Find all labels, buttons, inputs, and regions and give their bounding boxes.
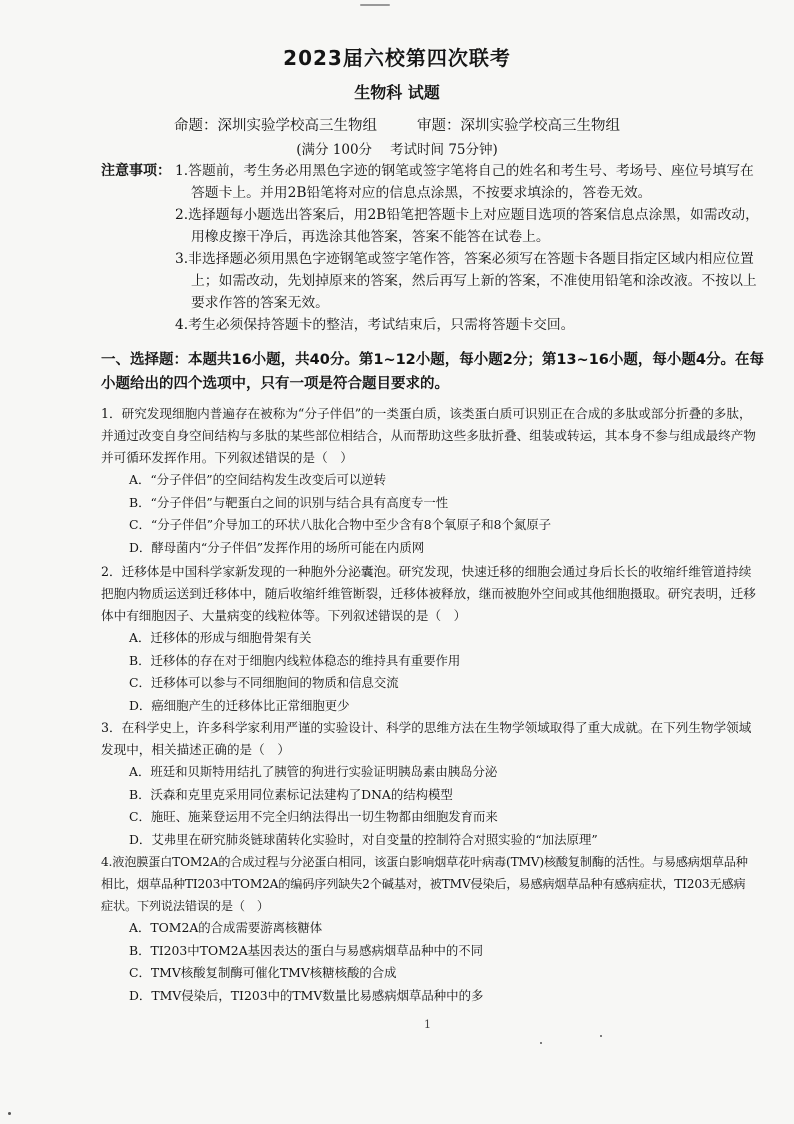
option-a: A．班廷和贝斯特用结扎了胰管的狗进行实验证明胰岛素由胰岛分泌 (129, 764, 498, 779)
option-a: A．TOM2A的合成需要游离核糖体 (129, 920, 323, 935)
author-line (0, 114, 794, 135)
question-stem: 1．研究发现细胞内普遍存在被称为“分子伴侣”的一类蛋白质，该类蛋白质可识别正在合成的多肽或部分折叠的多肽，并通过改变自身空间结构与多肽的某些部位相结合，从而帮助这些多肽折叠、组装或转运，其本身不参与组成最终产物并可循环发挥作用。下列叙述错误的是（ ） (101, 406, 756, 465)
option-a: A．“分子伴侣”的空间结构发生改变后可以逆转 (129, 472, 387, 487)
option-d: D．癌细胞产生的迁移体比正常细胞更少 (129, 697, 350, 713)
question-1 (101, 403, 756, 559)
option-c: C．施旺、施莱登运用不完全归纳法得出一切生物都由细胞发育而来 (129, 809, 498, 824)
question-2 (101, 561, 756, 717)
note-item: 4.考生必须保持答题卡的整洁，考试结束后，只需将答题卡交回。 (175, 317, 575, 333)
question-3 (101, 717, 756, 851)
scan-speck (600, 1035, 602, 1037)
option-a: A．迁移体的形成与细胞骨架有关 (129, 630, 312, 645)
option-d: D．酵母菌内“分子伴侣”发挥作用的场所可能在内质网 (129, 539, 425, 555)
option-b: B．TI203中TOM2A基因表达的蛋白与易感病烟草品种中的不同 (129, 942, 484, 958)
exam-meta (0, 138, 794, 158)
question-stem: 2．迁移体是中国科学家新发现的一种胞外分泌囊泡。研究发现，快速迁移的细胞会通过身后长长的收缩纤维管道持续把胞内物质运送到迁移体中，随后收缩纤维管断裂，迁移体被释放，继而被胞外空间或其他细胞摄取。研究表明，迁移体中有细胞因子、大量病变的线粒体等。下列叙述错误的是（ ） (101, 564, 756, 623)
scan-speck (540, 1042, 542, 1044)
option-c: C．“分子伴侣”介导加工的环状八肽化合物中至少含有8个氧原子和8个氮原子 (129, 517, 552, 532)
exam-subtitle: 生物科 试题 (354, 83, 440, 102)
question-stem: 4.液泡膜蛋白TOM2A的合成过程与分泌蛋白相同，该蛋白影响烟草花叶病毒(TMV)核酸复制酶的活性。与易感病烟草品种相比，烟草品种TI203中TOM2A的编码序列缺失2个碱基对，被TMV侵染后，易感病烟草品种有感病症状，TI203无感病症状。下列说法错误的是（ ） (101, 855, 748, 913)
question-4 (101, 851, 756, 1007)
option-b: B．迁移体的存在对于细胞内线粒体稳态的维持具有重要作用 (129, 652, 461, 668)
question-stem: 3．在科学史上，许多科学家利用严谨的实验设计、科学的思维方法在生物学领域取得了重大成就。在下列生物学领域发现中，相关描述正确的是（ ） (101, 720, 752, 757)
option-c: C．迁移体可以参与不同细胞间的物质和信息交流 (129, 675, 399, 690)
section-heading: 一、选择题：本题共16小题，共40分。第1~12小题，每小题2分；第13~16小题，每小题4分。在每小题给出的四个选项中，只有一项是符合题目要求的。 (101, 352, 764, 392)
full-score-text: (满分 100分 (296, 142, 373, 158)
notes-block (101, 160, 766, 336)
option-b: B．沃森和克里克采用同位素标记法建构了DNA的结构模型 (129, 786, 453, 802)
exam-time-text: 考试时间 75分钟) (390, 142, 498, 158)
note-item: 3.非选择题必须用黑色字迹钢笔或签字笔作答，答案必须写在答题卡各题目指定区域内相应位置上；如需改动，先划掉原来的答案，然后再写上新的答案，不准使用铅笔和涂改液。不按以上要求作答的答案无效。 (175, 251, 757, 311)
option-b: B．“分子伴侣”与靶蛋白之间的识别与结合具有高度专一性 (129, 494, 449, 510)
exam-title: 2023届六校第四次联考 (283, 46, 511, 70)
reviewer-text: 审题：深圳实验学校高三生物组 (417, 118, 620, 134)
setter-text: 命题：深圳实验学校高三生物组 (174, 118, 377, 134)
page-number: 1 (424, 1018, 431, 1031)
option-d: D．艾弗里在研究肺炎链球菌转化实验时，对自变量的控制符合对照实验的“加法原理” (129, 831, 598, 847)
question-list (101, 403, 756, 1007)
note-item: 2.选择题每小题选出答案后，用2B铅笔把答题卡上对应题目选项的答案信息点涂黑，如需改动，用橡皮擦干净后，再选涂其他答案，答案不能答在试卷上。 (175, 207, 759, 245)
scan-speck (360, 4, 390, 6)
option-d: D．TMV侵染后，TI203中的TMV数量比易感病烟草品种中的多 (129, 987, 484, 1003)
option-c: C．TMV核酸复制酶可催化TMV核糖核酸的合成 (129, 965, 397, 980)
scan-speck (8, 1112, 11, 1115)
note-item: 1.答题前，考生务必用黑色字迹的钢笔或签字笔将自己的姓名和考生号、考场号、座位号填写在答题卡上。并用2B铅笔将对应的信息点涂黑，不按要求填涂的，答卷无效。 (175, 163, 754, 201)
notes-label: 注意事项： (101, 163, 171, 179)
